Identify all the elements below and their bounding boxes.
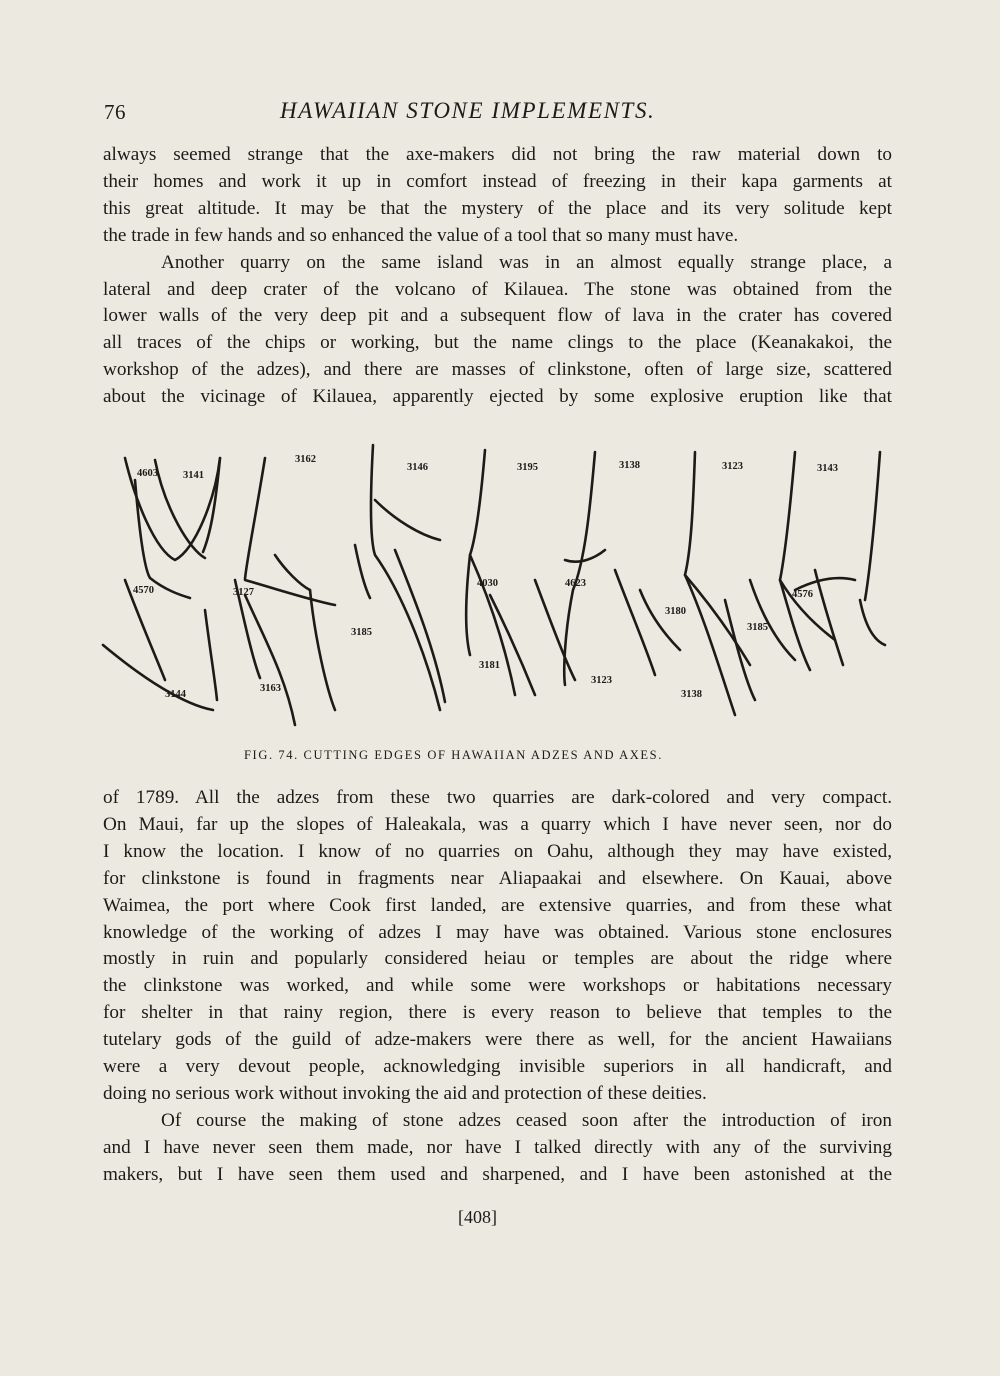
adze-edges-drawing xyxy=(95,440,895,740)
page-number: 76 xyxy=(104,100,126,124)
label-3185: 3185 xyxy=(351,627,372,638)
label-3146: 3146 xyxy=(407,462,428,473)
label-3123-b: 3123 xyxy=(591,675,612,686)
text-line: lateral and deep crater of the volcano of Kilauea. The stone was obtained from the xyxy=(103,278,892,300)
figure-adze-edges xyxy=(95,440,895,740)
label-3162: 3162 xyxy=(295,454,316,465)
folio: [408] xyxy=(458,1207,497,1227)
label-3181: 3181 xyxy=(479,660,500,671)
text-line: of 1789. All the adzes from these two quarries are dark-colored and very compact. xyxy=(103,787,892,808)
text-line: all traces of the chips or working, but the name clings to the place (Keanakakoi, the xyxy=(103,332,892,354)
label-3123: 3123 xyxy=(722,461,743,472)
text-line: this great altitude. It may be that the mystery of the place and its very solitude kept xyxy=(103,197,892,219)
text-line: for clinkstone is found in fragments near Aliapaakai and elsewhere. On Kauai, above xyxy=(103,867,892,889)
label-3143: 3143 xyxy=(817,463,838,474)
figure-caption: FIG. 74. CUTTING EDGES OF HAWAIIAN ADZES AND AXES. xyxy=(244,748,663,762)
label-3141: 3141 xyxy=(183,470,204,481)
label-3144: 3144 xyxy=(165,689,186,700)
catalogue-numbers xyxy=(133,454,838,700)
label-3180: 3180 xyxy=(665,606,686,617)
text-line: lower walls of the very deep pit and a subsequent flow of lava in the crater has covered xyxy=(103,305,892,327)
text-line: Another quarry on the same island was in an almost equally strange place, a xyxy=(161,251,892,273)
label-3185-b: 3185 xyxy=(747,622,768,633)
label-3138-b: 3138 xyxy=(681,689,702,700)
text-line: about the vicinage of Kilauea, apparently ejected by some explosive eruption like that xyxy=(103,386,892,408)
text-line: their homes and work it up in comfort instead of freezing in their kapa garments at xyxy=(103,170,892,192)
text-line: makers, but I have seen them used and sharpened, and I have been astonished at the xyxy=(103,1163,892,1185)
label-4030: 4030 xyxy=(477,578,498,589)
paragraph-top xyxy=(103,142,892,411)
text-line: Of course the making of stone adzes ceased soon after the introduction of iron xyxy=(161,1109,892,1131)
text-line: always seemed strange that the axe-makers did not bring the raw material down to xyxy=(103,144,892,165)
label-3163: 3163 xyxy=(260,683,281,694)
paragraph-bottom xyxy=(103,785,892,1189)
label-4570: 4570 xyxy=(133,585,154,596)
label-4576: 4576 xyxy=(792,589,813,600)
text-line: for shelter in that rainy region, there is every reason to believe that temples to the xyxy=(103,1002,892,1024)
text-line: Waimea, the port where Cook first landed, are extensive quarries, and from these what xyxy=(103,894,892,916)
label-3138: 3138 xyxy=(619,460,640,471)
text-line: workshop of the adzes), and there are masses of clinkstone, often of large size, scattered xyxy=(103,359,892,381)
label-3127: 3127 xyxy=(233,587,254,598)
text-line: knowledge of the working of adzes I may have was obtained. Various stone enclosures xyxy=(103,921,892,943)
text-line: the trade in few hands and so enhanced the value of a tool that so many must have. xyxy=(103,224,739,246)
text-line: the clinkstone was worked, and while some were workshops or habitations necessary xyxy=(103,975,892,997)
text-line: I know the location. I know of no quarries on Oahu, although they may have existed, xyxy=(103,840,892,862)
label-4603: 4603 xyxy=(137,468,158,479)
label-3195: 3195 xyxy=(517,462,538,473)
text-line: were a very devout people, acknowledging invisible superiors in all handicraft, and xyxy=(103,1056,892,1078)
text-line: tutelary gods of the guild of adze-makers were there as well, for the ancient Hawaiians xyxy=(103,1029,892,1051)
running-head: HAWAIIAN STONE IMPLEMENTS. xyxy=(280,98,656,123)
text-line: mostly in ruin and popularly considered heiau or temples are about the ridge where xyxy=(103,948,892,970)
label-4623: 4623 xyxy=(565,578,586,589)
text-line: On Maui, far up the slopes of Haleakala, was a quarry which I have never seen, nor do xyxy=(103,813,892,835)
text-line: doing no serious work without invoking the aid and protection of these deities. xyxy=(103,1082,707,1104)
text-line: and I have never seen them made, nor have I talked directly with any of the surviving xyxy=(103,1136,892,1158)
